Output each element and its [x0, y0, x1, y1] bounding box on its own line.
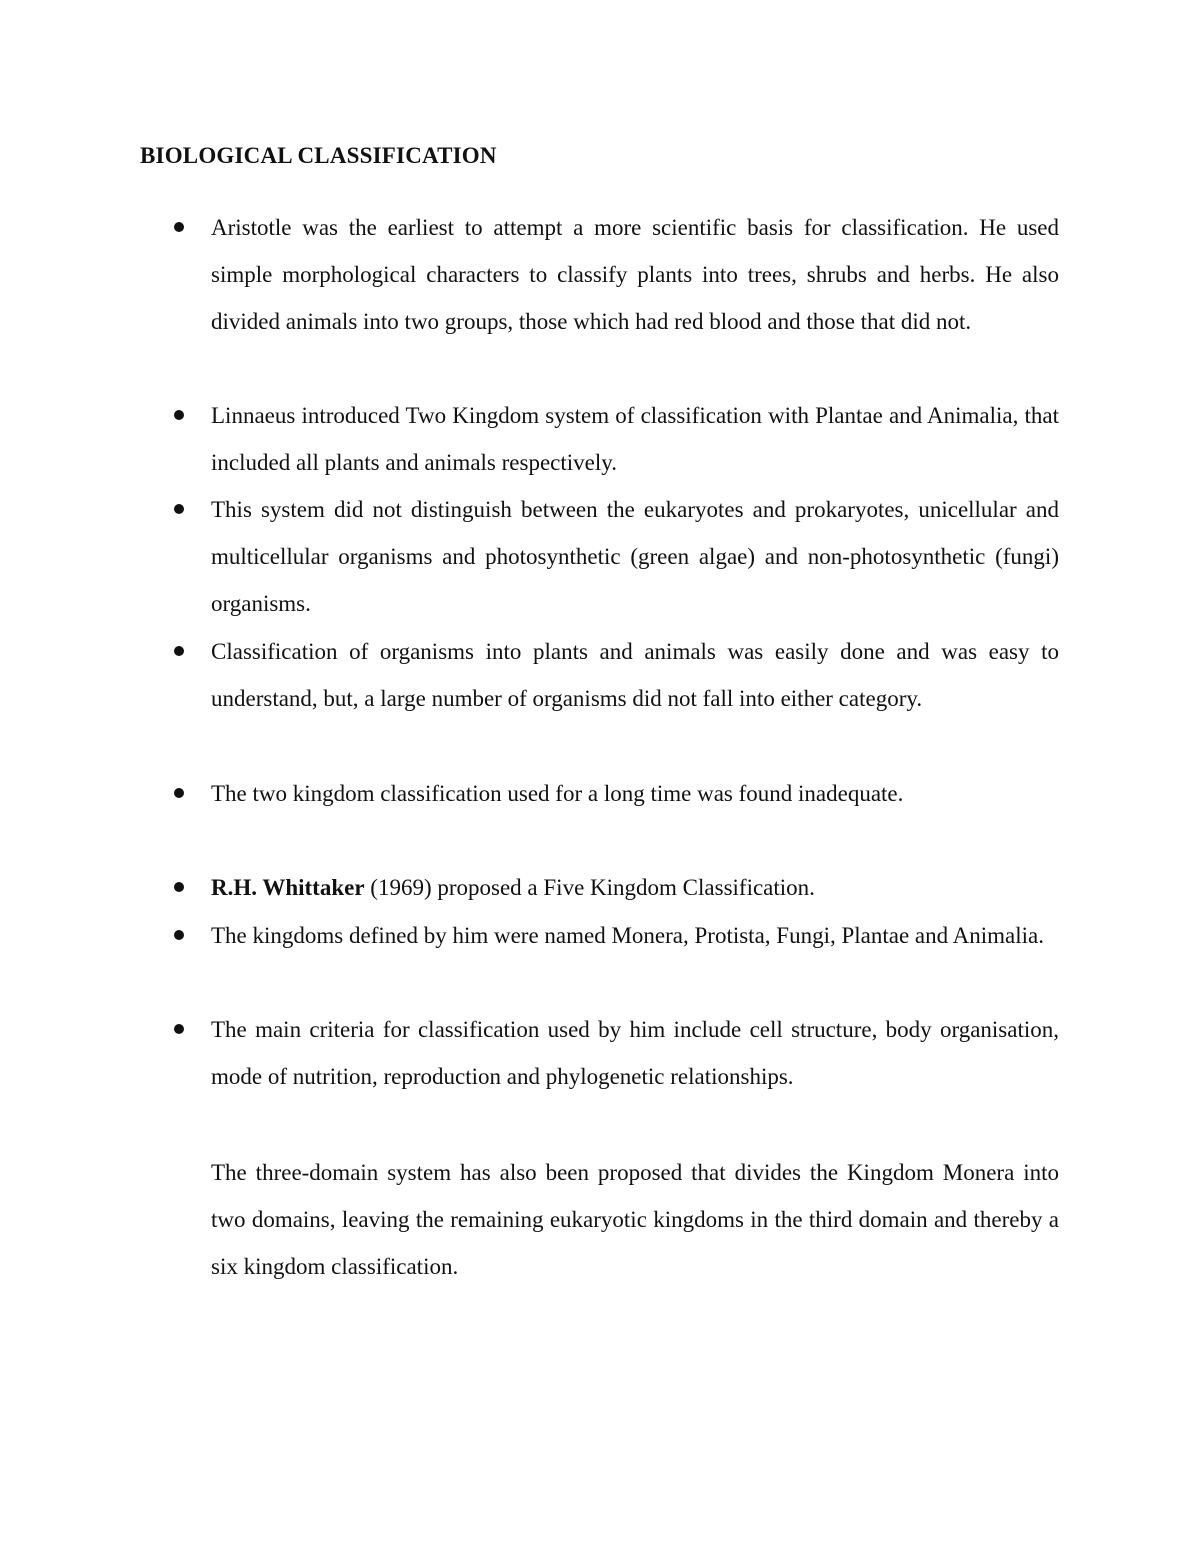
- whittaker-text: (1969) proposed a Five Kingdom Classification.: [364, 875, 815, 900]
- bullet-icon: [174, 882, 184, 892]
- bullet-icon: [174, 788, 184, 798]
- bullet-text: Linnaeus introduced Two Kingdom system of classification with Plantae and Animalia, that included all plants and animals respectively.: [211, 403, 1059, 475]
- bullet-text: Aristotle was the earliest to attempt a more scientific basis for classification. He used simple morphological characters to classify plants into trees, shrubs and herbs. He also divided animals into two groups, those which had red blood and those that did not.: [211, 215, 1059, 334]
- bullet-icon: [174, 930, 184, 940]
- whittaker-name: R.H. Whittaker: [211, 875, 365, 900]
- bullet-icon: [174, 222, 184, 232]
- bullet-text: The two kingdom classification used for a long time was found inadequate.: [211, 781, 904, 806]
- bullet-icon: [174, 410, 184, 420]
- bullet-text: The main criteria for classification used by him include cell structure, body organisation, mode of nutrition, reproduction and phylogenetic relationships.: [211, 1017, 1059, 1089]
- bullet-icon: [174, 646, 184, 656]
- bullet-text: The kingdoms defined by him were named Monera, Protista, Fungi, Plantae and Animalia.: [211, 923, 1044, 948]
- bullet-text: This system did not distinguish between the eukaryotes and prokaryotes, unicellular and multicellular organisms and photosynthetic (green algae) and non-photosynthetic (fungi) organisms.: [211, 497, 1059, 616]
- document-title: BIOLOGICAL CLASSIFICATION: [140, 143, 497, 168]
- bullet-text: Classification of organisms into plants and animals was easily done and was easy to understand, but, a large number of organisms did not fall into either category.: [211, 639, 1059, 711]
- bullet-text: [211, 864, 1059, 911]
- bullet-icon: [174, 504, 184, 514]
- closing-paragraph: The three-domain system has also been proposed that divides the Kingdom Monera into two domains, leaving the remaining eukaryotic kingdoms in the third domain and thereby a six kingdom classification.: [211, 1160, 1059, 1279]
- bullet-icon: [174, 1024, 184, 1034]
